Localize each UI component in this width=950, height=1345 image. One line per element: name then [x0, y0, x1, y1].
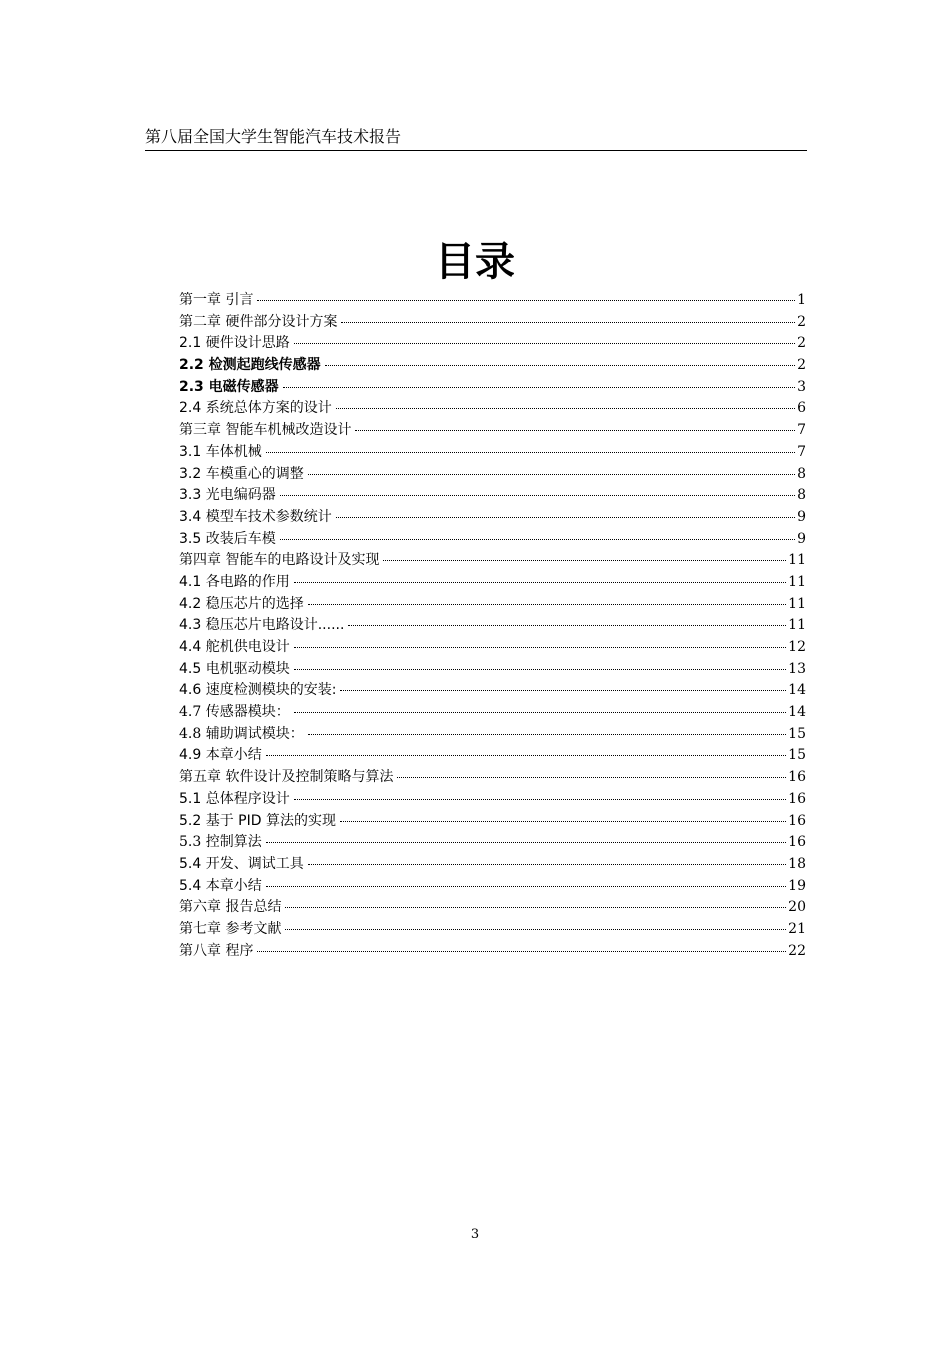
toc-entry-label: 第四章 智能车的电路设计及实现 — [179, 552, 380, 569]
toc-entry[interactable] — [179, 420, 806, 442]
toc-entry-label: 3.3 光电编码器 — [179, 487, 276, 504]
toc-entry-label: 4.9 本章小结 — [179, 747, 262, 764]
toc-entry-label: 4.7 传感器模块： — [179, 704, 290, 721]
toc-entry-label: 4.6 速度检测模块的安装: — [179, 682, 337, 699]
toc-dot-leader — [294, 582, 786, 583]
toc-entry-label: 4.3 稳压芯片电路设计...... — [179, 617, 345, 634]
toc-entry-label: 5.1 总体程序设计 — [179, 790, 290, 807]
toc-entry-label: 4.4 舵机供电设计 — [179, 639, 290, 655]
toc-entry-page: 2 — [797, 357, 806, 374]
toc-entry-label: 3.4 模型车技术参数统计 — [179, 508, 332, 525]
toc-entry-page: 21 — [788, 920, 806, 937]
toc-entry-page: 13 — [788, 660, 806, 677]
toc-entry-page: 3 — [797, 378, 806, 395]
toc-entry[interactable] — [179, 464, 806, 486]
toc-dot-leader — [336, 517, 795, 518]
toc-entry-page: 14 — [788, 682, 806, 699]
toc-entry[interactable] — [179, 529, 806, 551]
toc-entry-label: 第五章 软件设计及控制策略与算法 — [179, 769, 394, 786]
toc-entry-label: 第八章 程序 — [179, 942, 254, 959]
toc-entry[interactable] — [179, 290, 806, 312]
toc-dot-leader — [266, 886, 786, 887]
toc-entry-label: 5.4 开发、调试工具 — [179, 855, 304, 872]
toc-entry[interactable] — [179, 659, 806, 681]
toc-dot-leader — [283, 387, 795, 388]
toc-entry-label: 4.2 稳压芯片的选择 — [179, 595, 304, 612]
toc-entry-page: 14 — [788, 704, 806, 721]
toc-dot-leader — [383, 560, 786, 561]
toc-entry[interactable] — [179, 355, 806, 377]
running-header: 第八届全国大学生智能汽车技术报告 — [145, 126, 807, 151]
toc-entry[interactable] — [179, 637, 806, 659]
toc-entry-label: 2.3 电磁传感器 — [179, 378, 279, 395]
toc-entry-page: 16 — [788, 834, 806, 851]
toc-entry-label: 2.1 硬件设计思路 — [179, 335, 290, 352]
toc-entry[interactable] — [179, 702, 806, 724]
toc-entry-page: 18 — [788, 855, 806, 872]
toc-entry[interactable] — [179, 550, 806, 572]
toc-dot-leader — [257, 300, 795, 301]
toc-entry[interactable] — [179, 507, 806, 529]
toc-entry-page: 9 — [797, 508, 806, 525]
toc-dot-leader — [294, 343, 795, 344]
toc-entry[interactable] — [179, 941, 806, 963]
toc-entry-label: 4.5 电机驱动模块 — [179, 660, 290, 677]
toc-entry-page: 2 — [797, 313, 806, 330]
toc-entry-label: 第三章 智能车机械改造设计 — [179, 422, 352, 439]
toc-dot-leader — [308, 864, 786, 865]
toc-entry-page: 8 — [797, 487, 806, 504]
toc-dot-leader — [285, 907, 786, 908]
toc-entry-page: 15 — [788, 747, 806, 764]
toc-entry-page: 16 — [788, 790, 806, 807]
toc-entry-page: 16 — [788, 812, 806, 829]
toc-entry-label: 3.2 车模重心的调整 — [179, 465, 304, 482]
toc-entry[interactable] — [179, 832, 806, 854]
toc-dot-leader — [355, 430, 795, 431]
toc-entry-label: 第七章 参考文献 — [179, 920, 282, 937]
toc-entry-label: 5.4 本章小结 — [179, 877, 262, 894]
toc-entry[interactable] — [179, 312, 806, 334]
toc-dot-leader — [285, 929, 786, 930]
toc-dot-leader — [266, 452, 795, 453]
toc-entry-label: 第一章 引言 — [179, 292, 254, 308]
toc-entry-page: 1 — [797, 292, 806, 308]
toc-entry-label: 2.4 系统总体方案的设计 — [179, 400, 332, 417]
toc-dot-leader — [294, 647, 786, 648]
toc-entry[interactable] — [179, 442, 806, 464]
toc-dot-leader — [348, 625, 786, 626]
toc-entry[interactable] — [179, 615, 806, 637]
toc-entry-page: 11 — [788, 617, 806, 634]
toc-entry[interactable] — [179, 572, 806, 594]
toc-dot-leader — [294, 669, 786, 670]
toc-dot-leader — [336, 408, 795, 409]
toc-dot-leader — [340, 690, 786, 691]
toc-entry-label: 第六章 报告总结 — [179, 899, 282, 916]
page-number: 3 — [470, 1227, 480, 1242]
toc-dot-leader — [325, 365, 795, 366]
toc-entry-label: 2.2 检测起跑线传感器 — [179, 357, 321, 374]
toc-entry[interactable] — [179, 919, 806, 941]
toc-entry-label: 5.3 控制算法 — [179, 834, 262, 851]
toc-entry-page: 6 — [797, 400, 806, 417]
toc-entry[interactable] — [179, 811, 806, 833]
toc-entry[interactable] — [179, 724, 806, 746]
toc-dot-leader — [340, 821, 786, 822]
toc-entry-page: 11 — [788, 552, 806, 569]
toc-entry-page: 19 — [788, 877, 806, 894]
toc-dot-leader — [266, 755, 786, 756]
toc-dot-leader — [280, 495, 795, 496]
toc-dot-leader — [308, 604, 786, 605]
toc-entry-page: 11 — [788, 573, 806, 590]
toc-dot-leader — [397, 777, 786, 778]
toc-entry-page: 16 — [788, 769, 806, 786]
toc-entry-page: 22 — [788, 942, 806, 959]
toc-dot-leader — [257, 951, 786, 952]
toc-entry-page: 11 — [788, 595, 806, 612]
toc-entry[interactable] — [179, 897, 806, 919]
toc-entry[interactable] — [179, 789, 806, 811]
toc-entry[interactable] — [179, 485, 806, 507]
toc-entry-page: 9 — [797, 530, 806, 547]
toc-entry[interactable] — [179, 876, 806, 898]
toc-entry-label: 5.2 基于 PID 算法的实现 — [179, 812, 336, 829]
toc-dot-leader — [308, 474, 795, 475]
toc-entry-label: 第二章 硬件部分设计方案 — [179, 313, 338, 330]
table-of-contents — [179, 290, 806, 962]
toc-dot-leader — [294, 712, 786, 713]
toc-dot-leader — [266, 842, 786, 843]
toc-entry[interactable] — [179, 854, 806, 876]
toc-entry-page: 7 — [797, 443, 806, 460]
toc-dot-leader — [294, 799, 786, 800]
toc-entry-label: 3.5 改装后车模 — [179, 530, 276, 547]
toc-entry[interactable] — [179, 398, 806, 420]
toc-entry[interactable] — [179, 333, 806, 355]
toc-title: 目录 — [435, 239, 515, 285]
toc-entry[interactable] — [179, 767, 806, 789]
toc-entry-page: 12 — [788, 639, 806, 655]
toc-entry-label: 4.1 各电路的作用 — [179, 573, 290, 590]
toc-dot-leader — [341, 322, 795, 323]
toc-entry[interactable] — [179, 745, 806, 767]
toc-entry[interactable] — [179, 680, 806, 702]
toc-entry[interactable] — [179, 594, 806, 616]
toc-entry-page: 20 — [788, 899, 806, 916]
toc-entry-label: 3.1 车体机械 — [179, 443, 262, 460]
toc-dot-leader — [308, 734, 786, 735]
toc-entry-page: 8 — [797, 465, 806, 482]
toc-entry-label: 4.8 辅助调试模块： — [179, 725, 304, 742]
toc-entry-page: 15 — [788, 725, 806, 742]
toc-entry[interactable] — [179, 377, 806, 399]
toc-entry-page: 7 — [797, 422, 806, 439]
toc-entry-page: 2 — [797, 335, 806, 352]
toc-dot-leader — [280, 539, 795, 540]
